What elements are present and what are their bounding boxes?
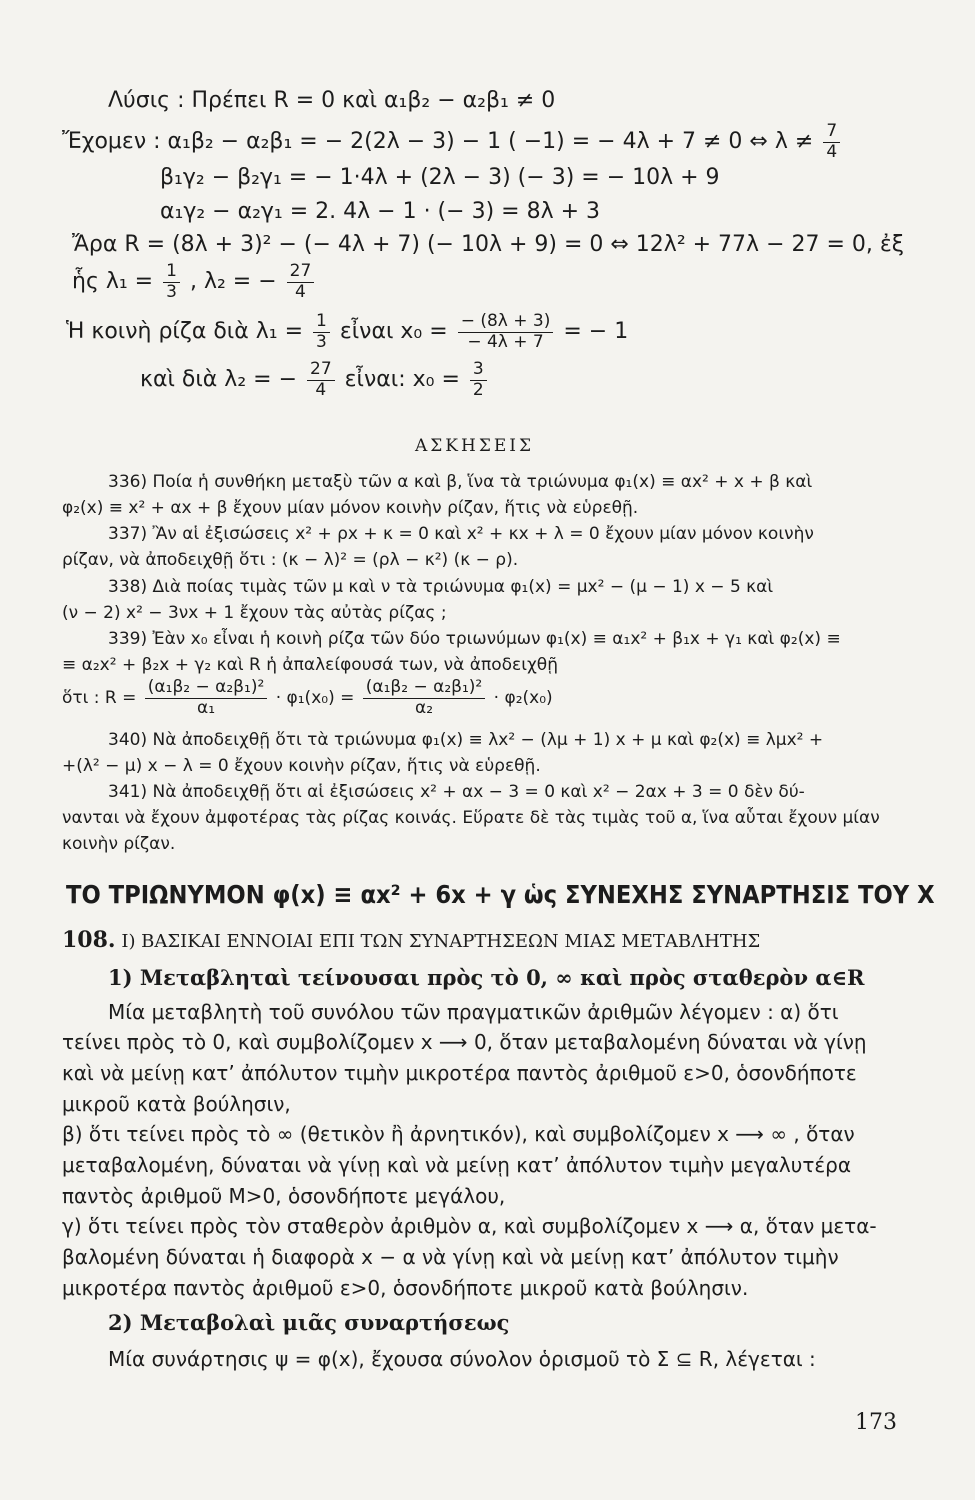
paragraph-line-10: μικροτέρα παντὸς ἀριθμοῦ ε>0, ὁσονδήποτε μικροῦ κατὰ βούλησιν. — [62, 1276, 749, 1300]
frac-num: (α₁β₂ − α₂β₁)² — [363, 678, 486, 699]
fraction-R-1 — [145, 678, 268, 718]
paragraph-line-7: παντὸς ἀριθμοῦ M>0, ὁσονδήποτε μεγάλου, — [62, 1184, 506, 1208]
fraction-3-2 — [470, 360, 487, 400]
section-number: 108. — [62, 927, 116, 953]
paragraph-line-1: Μία μεταβλητὴ τοῦ συνόλου τῶν πραγματικῶν ἀριθμῶν λέγομεν : α) ὅτι — [108, 1000, 839, 1024]
exercise-339-line-1: 339) Ἐὰν x₀ εἶναι ἡ κοινὴ ρίζα τῶν δύο τριωνύμων φ₁(x) ≡ α₁x² + β₁x + γ₁ καὶ φ₂(x) ≡ — [108, 629, 841, 649]
exercise-336-line-1: 336) Ποία ἡ συνθήκη μεταξὺ τῶν α καὶ β, ἵνα τὰ τριώνυμα φ₁(x) ≡ αx² + x + β καὶ — [108, 472, 813, 492]
frac-den: − 4λ + 7 — [467, 331, 544, 352]
chapter-title: ΤΟ ΤΡΙΩΝΥΜΟΝ φ(x) ≡ αx² + 6x + γ ὡς ΣΥΝΕΧΗΣ ΣΥΝΑΡΤΗΣΙΣ ΤΟΥ X — [66, 880, 935, 909]
line339c-a: ὅτι : R = — [62, 688, 137, 709]
fraction-R-2 — [363, 678, 486, 718]
frac-num: 1 — [313, 312, 330, 333]
exercises-heading: ΑΣΚΗΣΕΙΣ — [415, 436, 534, 456]
exercise-339-line-3 — [62, 678, 553, 718]
line339c-b: · φ₁(x₀) = — [275, 688, 355, 709]
paragraph-line-6: μεταβαλομένη, δύναται νὰ γίνῃ καὶ νὰ μείνῃ κατ’ ἀπόλυτον τιμὴν μεγαλυτέρα — [62, 1153, 852, 1177]
frac-num: 3 — [470, 360, 487, 381]
page-number: 173 — [855, 1410, 897, 1435]
frac-den: 3 — [166, 281, 177, 302]
frac-den: α₂ — [414, 697, 434, 718]
frac-den: 2 — [472, 379, 484, 400]
frac-den: α₁ — [197, 697, 216, 718]
solution-line-8 — [140, 360, 490, 400]
frac-den: 4 — [826, 141, 838, 162]
paragraph-line-3: καὶ νὰ μείνῃ κατ’ ἀπόλυτον τιμὴν μικροτέρα παντὸς ἀριθμοῦ ε>0, ὁσονδήποτε — [62, 1061, 857, 1085]
fraction-27-4 — [287, 262, 315, 302]
line7-b: εἶναι x₀ = — [339, 319, 448, 345]
exercise-340-line-2: +(λ² − μ) x − λ = 0 ἔχουν κοινὴν ρίζαν, ἥτις νὰ εὑρεθῇ. — [62, 756, 541, 776]
solution-line-7 — [66, 312, 628, 352]
solution-line-4: α₁γ₂ − α₂γ₁ = 2. 4λ − 1 · (− 3) = 8λ + 3 — [160, 199, 600, 224]
paragraph-line-9: βαλομένη δύναται ἡ διαφορὰ x − α νὰ γίνῃ καὶ νὰ μείνῃ κατ’ ἀπόλυτον τιμὴν — [62, 1245, 839, 1269]
frac-num: 7 — [823, 122, 840, 143]
solution-line-3: β₁γ₂ − β₂γ₁ = − 1·4λ + (2λ − 3) (− 3) = − 10λ + 9 — [160, 165, 720, 190]
exercise-337-line-2: ρίζαν, νὰ ἀποδειχθῇ ὅτι : (κ − λ)² = (ρλ − κ²) (κ − ρ). — [62, 550, 519, 570]
frac-num: 27 — [307, 360, 335, 381]
frac-num: (α₁β₂ − α₂β₁)² — [145, 678, 268, 699]
line7-c: = − 1 — [563, 319, 629, 345]
solution-line-5: Ἄρα R = (8λ + 3)² − (− 4λ + 7) (− 10λ + 9) = 0 ⇔ 12λ² + 77λ − 27 = 0, ἐξ — [72, 232, 905, 257]
exercise-337-line-1: 337) Ἂν αἱ ἐξισώσεις x² + ρx + κ = 0 καὶ x² + κx + λ = 0 ἔχουν μίαν μόνον κοινὴν — [108, 524, 814, 544]
paragraph-line-5: β) ὅτι τείνει πρὸς τὸ ∞ (θετικὸν ἢ ἀρνητικόν), καὶ συμβολίζομεν x ⟶ ∞ , ὅταν — [62, 1122, 855, 1146]
solution-line-1: Λύσις : Πρέπει R = 0 καὶ α₁β₂ − α₂β₁ ≠ 0 — [108, 88, 556, 113]
frac-num: 1 — [163, 262, 180, 283]
fraction-1-3 — [313, 312, 330, 352]
solution-line-6 — [72, 262, 317, 302]
paragraph-line-11: Μία συνάρτησις ψ = φ(x), ἔχουσα σύνολον ὁρισμοῦ τὸ Σ ⊆ R, λέγεται : — [108, 1347, 816, 1371]
line6-a: ἧς λ₁ = — [72, 269, 154, 295]
exercise-341-line-3: κοινὴν ρίζαν. — [62, 834, 176, 854]
frac-den: 4 — [315, 379, 327, 400]
exercise-336-line-2: φ₂(x) ≡ x² + αx + β ἔχουν μίαν μόνον κοινὴν ρίζαν, ἥτις νὰ εὑρεθῇ. — [62, 498, 639, 518]
exercise-341-line-1: 341) Νὰ ἀποδειχθῇ ὅτι αἱ ἐξισώσεις x² + αx − 3 = 0 καὶ x² − 2αx + 3 = 0 δὲν δύ- — [108, 782, 805, 802]
frac-num: − (8λ + 3) — [458, 312, 554, 333]
subsection-2-title: 2) Μεταβολαὶ μιᾶς συναρτήσεως — [108, 1310, 510, 1335]
line8-a: καὶ διὰ λ₂ = − — [140, 367, 297, 393]
line8-b: εἶναι: x₀ = — [344, 367, 460, 393]
line339c-c: · φ₂(x₀) — [493, 688, 553, 709]
exercise-340-line-1: 340) Νὰ ἀποδειχθῇ ὅτι τὰ τριώνυμα φ₁(x) ≡ λx² − (λμ + 1) x + μ καὶ φ₂(x) ≡ λμx² + — [108, 730, 824, 750]
section-108-heading — [62, 927, 760, 953]
section-title: Ι) ΒΑΣΙΚΑΙ ΕΝΝΟΙΑΙ ΕΠΙ ΤΩΝ ΣΥΝΑΡΤΗΣΕΩΝ ΜΙΑΣ ΜΕΤΑΒΛΗΤΗΣ — [121, 931, 761, 952]
paragraph-line-2: τείνει πρὸς τὸ 0, καὶ συμβολίζομεν x ⟶ 0, ὅταν μεταβαλομένη δύναται νὰ γίνῃ — [62, 1030, 867, 1054]
solution-line-2-text: Ἔχομεν : α₁β₂ − α₂β₁ = − 2(2λ − 3) − 1 ( −1) = − 4λ + 7 ≠ 0 ⇔ λ ≠ — [62, 129, 814, 155]
fraction-27-4 — [307, 360, 335, 400]
paragraph-line-8: γ) ὅτι τείνει πρὸς τὸν σταθερὸν ἀριθμὸν α, καὶ συμβολίζομεν x ⟶ α, ὅταν μετα- — [62, 1214, 877, 1238]
frac-den: 4 — [295, 281, 306, 302]
frac-num: 27 — [287, 262, 315, 283]
exercise-341-line-2: νανται νὰ ἔχουν ἀμφοτέρας τὰς ρίζας κοινάς. Εὕρατε δὲ τὰς τιμὰς τοῦ α, ἵνα αὗται ἔχουν μίαν — [62, 808, 880, 828]
line6-b: , λ₂ = − — [189, 269, 277, 295]
fraction-7-4 — [823, 122, 840, 162]
paragraph-line-4: μικροῦ κατὰ βούλησιν, — [62, 1092, 291, 1116]
line7-a: Ἡ κοινὴ ρίζα διὰ λ₁ = — [66, 319, 304, 345]
exercise-339-line-2: ≡ α₂x² + β₂x + γ₂ καὶ R ἡ ἀπαλείφουσά των, νὰ ἀποδειχθῇ — [62, 655, 558, 675]
exercise-338-line-1: 338) Διὰ ποίας τιμὰς τῶν μ καὶ ν τὰ τριώνυμα φ₁(x) = μx² − (μ − 1) x − 5 καὶ — [108, 577, 774, 597]
fraction-x0 — [458, 312, 554, 352]
frac-den: 3 — [316, 331, 327, 352]
exercise-338-line-2: (ν − 2) x² − 3νx + 1 ἔχουν τὰς αὐτὰς ρίζας ; — [62, 603, 447, 623]
subsection-1-title: 1) Μεταβληταὶ τείνουσαι πρὸς τὸ 0, ∞ καὶ πρὸς σταθερὸν α∈R — [108, 965, 865, 990]
solution-line-2 — [62, 122, 843, 162]
fraction-1-3 — [163, 262, 180, 302]
